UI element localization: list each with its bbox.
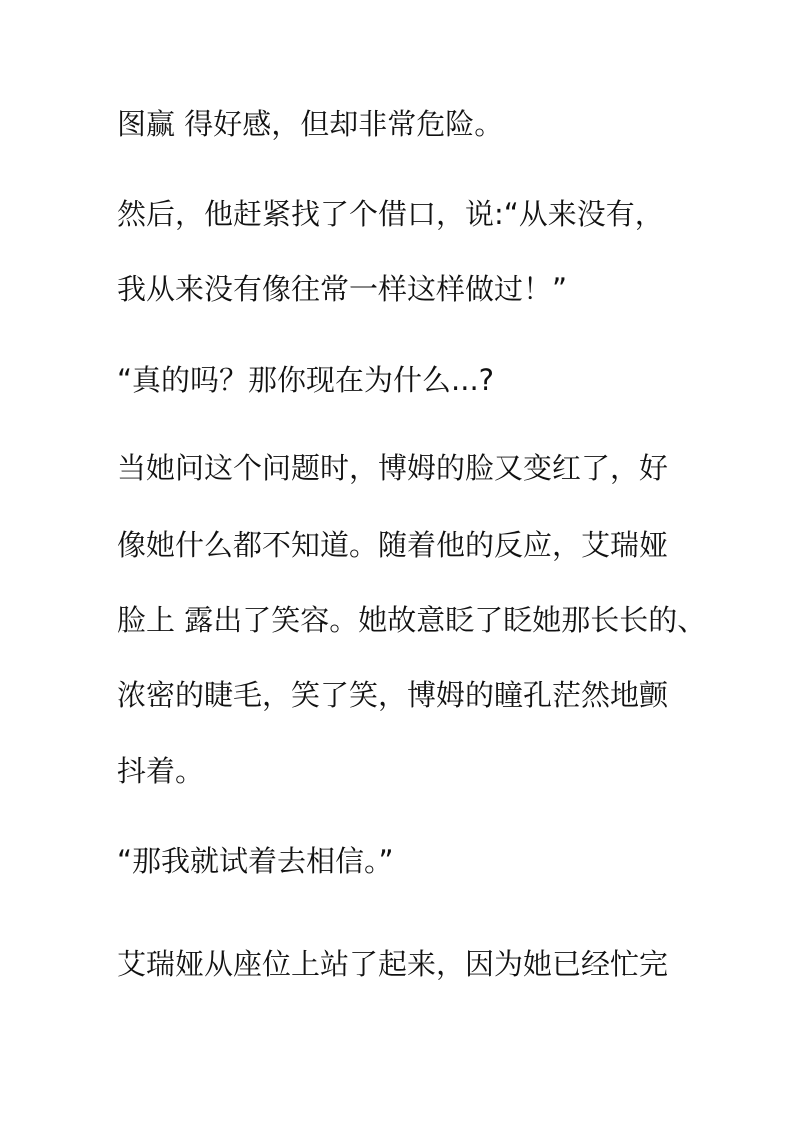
text-line: 脸上 露出了笑容。她故意眨了眨她那长长的、 — [117, 603, 707, 637]
text-line: 然后，他赶紧找了个借口，说:“从来没有， — [117, 197, 664, 231]
text-line: “真的吗？那你现在为什么...? — [117, 363, 495, 397]
text-line: 浓密的睫毛，笑了笑，博姆的瞳孔茫然地颤 — [117, 678, 669, 712]
text-line: “那我就试着去相信。” — [117, 844, 394, 878]
text-line: 当她问这个问题时，博姆的脸又变红了，好 — [117, 451, 669, 485]
text-line: 抖着。 — [117, 754, 205, 788]
text-line: 图赢 得好感，但却非常危险。 — [117, 107, 504, 141]
text-line: 我从来没有像往常一样这样做过！” — [117, 272, 568, 306]
text-line: 像她什么都不知道。随着他的反应，艾瑞娅 — [117, 528, 669, 562]
text-line: 艾瑞娅从座位上站了起来，因为她已经忙完 — [117, 947, 669, 981]
